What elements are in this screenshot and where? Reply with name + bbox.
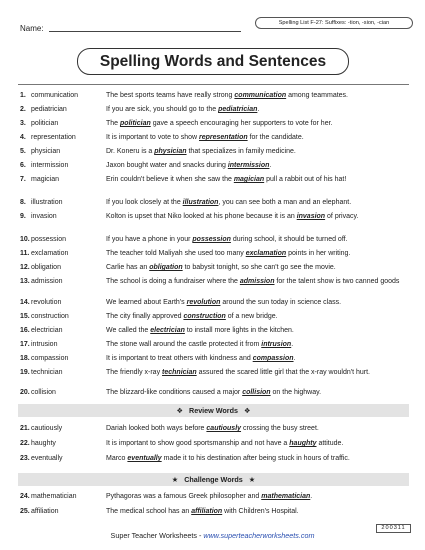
highlighted-word: obligation (149, 264, 183, 271)
highlighted-word: exclamation (245, 250, 287, 257)
word-number: 17. (20, 341, 30, 348)
spelling-word: technician (31, 369, 63, 376)
highlighted-word: haughty (289, 440, 317, 447)
word-number: 18. (20, 355, 30, 362)
word-number: 9. (20, 213, 26, 220)
sentence-text: . (291, 341, 294, 348)
sentence-text: gave a speech encouraging her supporters to vote for her. (150, 120, 333, 127)
footer-url-link[interactable]: www.superteacherworksheets.com (203, 531, 315, 540)
sentence-text: to babysit tonight, so she can't go see the movie. (182, 264, 336, 271)
name-line (49, 31, 241, 32)
spelling-word: admission (31, 278, 63, 285)
spelling-word: intermission (31, 162, 69, 169)
review-words-band (18, 404, 409, 417)
word-number: 14. (20, 299, 30, 306)
word-number: 5. (20, 148, 26, 155)
highlighted-word: pediatrician (218, 106, 258, 113)
spelling-list-label: Spelling List F-27: Suffixes: -tion, -sion, -cian (255, 17, 413, 29)
sentence-text: We called the (106, 327, 151, 334)
spelling-word: physician (31, 148, 61, 155)
word-number: 19. (20, 369, 30, 376)
sentence-text: The medical school has an (106, 508, 192, 515)
spelling-word: politician (31, 120, 59, 127)
spelling-word: possession (31, 236, 67, 243)
spelling-word: cautiously (31, 425, 63, 432)
example-sentence (106, 175, 411, 184)
spelling-word: compassion (31, 355, 69, 362)
spelling-word: pediatrician (31, 106, 67, 113)
sentence-text: made it to his destination after being stuck in hours of traffic. (161, 455, 350, 462)
sentence-text: The (106, 120, 121, 127)
sentence-text: that specializes in family medicine. (186, 148, 296, 155)
highlighted-word: cautiously (206, 425, 242, 432)
challenge-words-heading: Challenge Words (184, 475, 243, 484)
sentence-text: Jaxon bought water and snacks during (106, 162, 228, 169)
word-number: 22. (20, 440, 30, 447)
example-sentence (106, 198, 411, 207)
sentence-text: among teammates. (286, 92, 349, 99)
sentence-text: The school is doing a fundraiser where the (106, 278, 240, 285)
page-title: Spelling Words and Sentences (77, 48, 349, 75)
example-sentence (106, 454, 411, 463)
sentence-text: , you can see both a man and an elephant. (218, 199, 352, 206)
highlighted-word: mathematician (261, 493, 311, 500)
sentence-text: The teacher told Maliyah she used too many (106, 250, 246, 257)
word-number: 21. (20, 425, 30, 432)
sentence-text: of a new bridge. (225, 313, 278, 320)
word-number: 23. (20, 455, 30, 462)
sentence-text: to install more lights in the kitchen. (184, 327, 294, 334)
sentence-text: The friendly x-ray (106, 369, 163, 376)
sentence-text: of privacy. (325, 213, 359, 220)
sentence-text: pull a rabbit out of his hat! (264, 176, 347, 183)
example-sentence (106, 340, 411, 349)
highlighted-word: technician (162, 369, 197, 376)
highlighted-word: intermission (227, 162, 270, 169)
example-sentence (106, 312, 411, 321)
sentence-text: It is important to treat others with kindness and (106, 355, 253, 362)
diamond-icon: ❖ (244, 406, 251, 415)
spelling-word: magician (31, 176, 60, 183)
word-number: 3. (20, 120, 26, 127)
example-sentence (106, 161, 411, 170)
highlighted-word: construction (183, 313, 226, 320)
worksheet-code: 200311 (376, 524, 411, 533)
example-sentence (106, 235, 411, 244)
example-sentence (106, 298, 411, 307)
sentence-text: The best sports teams have really strong (106, 92, 235, 99)
example-sentence (106, 91, 411, 100)
sentence-text: If you look closely at the (106, 199, 183, 206)
sentence-text: assured the scared little girl that the x-ray wouldn't hurt. (196, 369, 370, 376)
spelling-word: electrician (31, 327, 63, 334)
example-sentence (106, 368, 411, 377)
highlighted-word: magician (233, 176, 265, 183)
spelling-word: invasion (31, 213, 57, 220)
highlighted-word: revolution (186, 299, 221, 306)
sentence-text: Carlie has an (106, 264, 150, 271)
word-number: 4. (20, 134, 26, 141)
sentence-text: Erin couldn't believe it when she saw the (106, 176, 234, 183)
sentence-text: Dariah looked both ways before (106, 425, 207, 432)
word-number: 1. (20, 92, 26, 99)
highlighted-word: compassion (252, 355, 294, 362)
spelling-word: affiliation (31, 508, 59, 515)
example-sentence (106, 326, 411, 335)
example-sentence (106, 277, 411, 286)
spelling-word: communication (31, 92, 79, 99)
highlighted-word: politician (120, 120, 151, 127)
sentence-text: on the highway. (270, 389, 322, 396)
example-sentence (106, 439, 411, 448)
sentence-text: We learned about Earth's (106, 299, 187, 306)
word-number: 2. (20, 106, 26, 113)
sentence-text: The stone wall around the castle protected it from (106, 341, 262, 348)
sentence-text: If you have a phone in your (106, 236, 193, 243)
spelling-word: eventually (31, 455, 63, 462)
sentence-text: . (269, 162, 272, 169)
spelling-word: intrusion (31, 341, 58, 348)
word-number: 6. (20, 162, 26, 169)
footer-text: Super Teacher Worksheets - (110, 531, 204, 540)
star-icon: ★ (171, 475, 179, 484)
highlighted-word: invasion (296, 213, 326, 220)
sentence-text: . (310, 493, 313, 500)
word-number: 20. (20, 389, 30, 396)
highlighted-word: representation (199, 134, 248, 141)
word-number: 10. (20, 236, 30, 243)
highlighted-word: eventually (127, 455, 162, 462)
divider (18, 84, 409, 85)
diamond-icon: ❖ (176, 406, 183, 415)
spelling-word: construction (31, 313, 69, 320)
highlighted-word: illustration (182, 199, 219, 206)
sentence-text: . (293, 355, 296, 362)
highlighted-word: intrusion (261, 341, 292, 348)
word-number: 24. (20, 493, 30, 500)
spelling-word: haughty (31, 440, 56, 447)
spelling-word: collision (31, 389, 56, 396)
example-sentence (106, 249, 411, 258)
sentence-text: during school, it should be turned off. (230, 236, 348, 243)
sentence-text: The city finally approved (106, 313, 184, 320)
spelling-word: illustration (31, 199, 63, 206)
sentence-text: It is important to show good sportsmanship and not have a (106, 440, 290, 447)
example-sentence (106, 388, 411, 397)
sentence-text: for the candidate. (247, 134, 304, 141)
sentence-text: The blizzard-like conditions caused a major (106, 389, 243, 396)
word-number: 8. (20, 199, 26, 206)
spelling-word: exclamation (31, 250, 69, 257)
sentence-text: Dr. Koneru is a (106, 148, 155, 155)
word-number: 15. (20, 313, 30, 320)
sentence-text: If you are sick, you should go to the (106, 106, 219, 113)
footer (0, 531, 425, 540)
highlighted-word: possession (192, 236, 231, 243)
sentence-text: Marco (106, 455, 128, 462)
highlighted-word: admission (239, 278, 275, 285)
name-label: Name: (20, 24, 44, 33)
word-number: 11. (20, 250, 30, 257)
sentence-text: It is important to vote to show (106, 134, 199, 141)
sentence-text: Kolton is upset that Niko looked at his phone because it is an (106, 213, 297, 220)
word-number: 16. (20, 327, 30, 334)
word-number: 7. (20, 176, 26, 183)
example-sentence (106, 354, 411, 363)
highlighted-word: affiliation (191, 508, 223, 515)
example-sentence (106, 507, 411, 516)
review-words-heading: Review Words (189, 406, 238, 415)
sentence-text: around the sun today in science class. (220, 299, 342, 306)
star-icon: ★ (248, 475, 256, 484)
highlighted-word: electrician (150, 327, 185, 334)
word-number: 25. (20, 508, 30, 515)
example-sentence (106, 492, 411, 501)
word-number: 13. (20, 278, 30, 285)
word-number: 12. (20, 264, 30, 271)
spelling-word: revolution (31, 299, 62, 306)
example-sentence (106, 147, 411, 156)
sentence-text: crossing the busy street. (241, 425, 319, 432)
spelling-word: representation (31, 134, 76, 141)
challenge-words-band (18, 473, 409, 486)
example-sentence (106, 263, 411, 272)
highlighted-word: physician (154, 148, 187, 155)
sentence-text: with Children's Hospital. (222, 508, 299, 515)
sentence-text: points in her writing. (286, 250, 351, 257)
example-sentence (106, 212, 411, 221)
example-sentence (106, 119, 411, 128)
example-sentence (106, 105, 411, 114)
example-sentence (106, 133, 411, 142)
highlighted-word: collision (242, 389, 271, 396)
highlighted-word: communication (234, 92, 287, 99)
spelling-word: mathematician (31, 493, 77, 500)
sentence-text: attitude. (316, 440, 344, 447)
sentence-text: for the talent show is two canned goods (274, 278, 400, 285)
sentence-text: Pythagoras was a famous Greek philosopher and (106, 493, 262, 500)
spelling-word: obligation (31, 264, 61, 271)
example-sentence (106, 424, 411, 433)
sentence-text: . (257, 106, 260, 113)
